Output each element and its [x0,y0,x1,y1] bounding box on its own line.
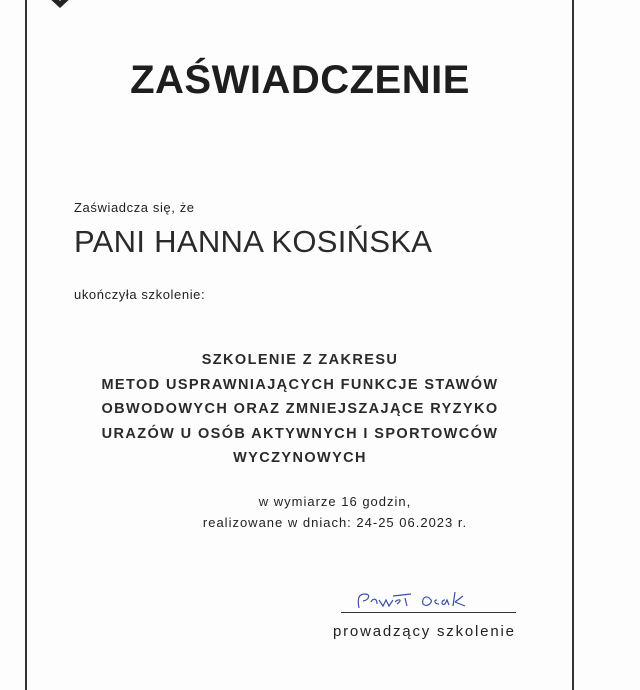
course-details [0,491,640,533]
certificate-title: ZAŚWIADCZENIE [130,58,470,102]
logo-icon [45,0,75,10]
course-title [0,348,600,471]
course-line: METOD USPRAWNIAJĄCYCH FUNKCJE STAWÓW [101,376,499,393]
dates-text: realizowane w dniach: 24-25 06.2023 r. [202,515,468,530]
recipient-name: PANI HANNA KOSIŃSKA [74,224,433,259]
course-line: OBWODOWYCH ORAZ ZMNIEJSZAJĄCE RYZYKO [101,401,499,417]
signer-role: prowadzący szkolenie [333,623,516,640]
signature-line [341,588,516,613]
course-line: WYCZYNOWYCH [233,450,367,466]
course-line: URAZÓW U OSÓB AKTYWNYCH I SPORTOWCÓW [101,425,499,442]
intro-text: Zaświadcza się, że [74,200,195,215]
course-line: SZKOLENIE Z ZAKRESU [201,352,399,368]
certificate-border [25,0,574,690]
signature-image [341,588,516,612]
duration-text: w wymiarze 16 godzin, [258,494,412,509]
completed-label: ukończyła szkolenie: [74,287,206,302]
